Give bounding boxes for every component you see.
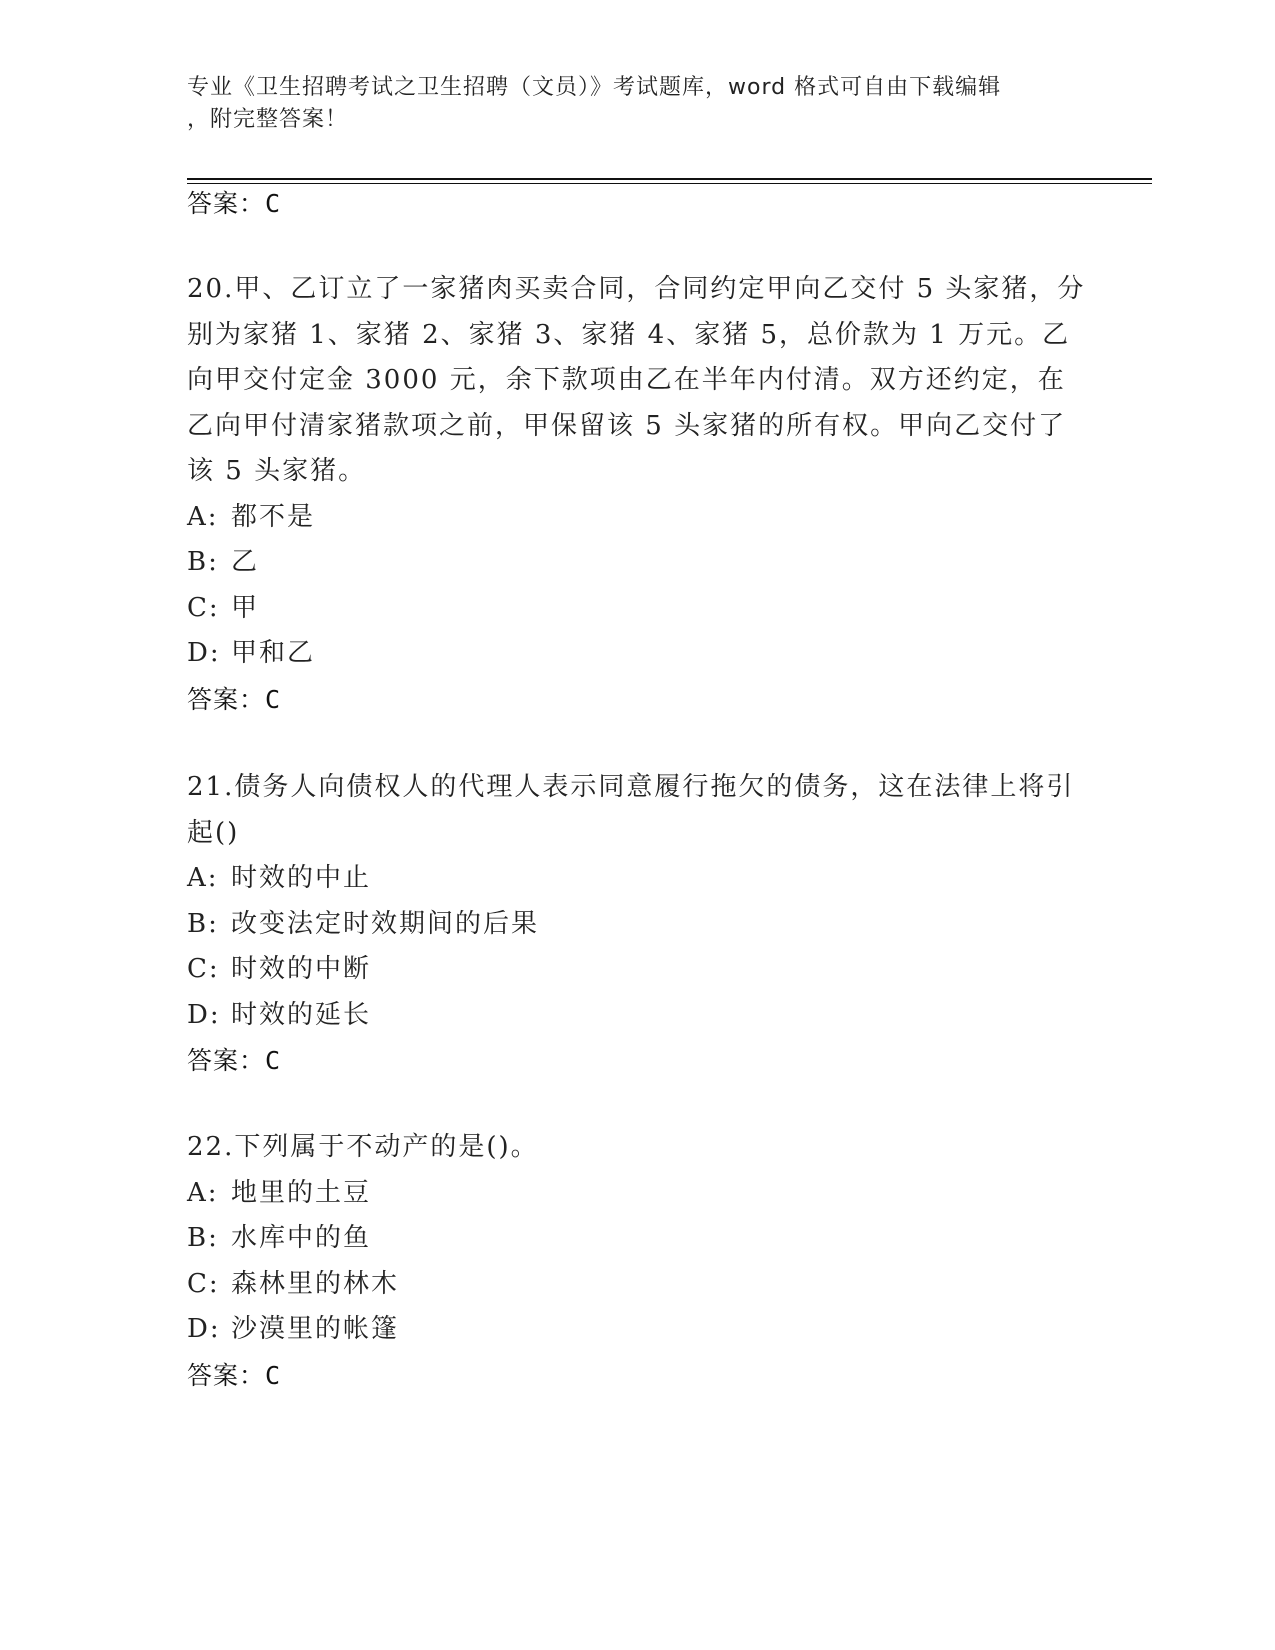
option-letter: D: [187,1314,221,1344]
option-b [187,902,1087,948]
option-b [187,1216,1087,1262]
option-d [187,1307,1087,1353]
option-letter: A: [187,863,219,893]
header-line-1: 专业《卫生招聘考试之卫生招聘（文员）》考试题库，word 格式可自由下载编辑 [187,75,1002,100]
option-text: 时效的中止 [231,863,372,893]
answer-value: C [265,1046,282,1075]
option-d [187,631,1087,677]
option-a [187,495,1087,541]
answer-value: C [265,1360,282,1390]
question-answer [187,1038,1087,1084]
option-letter: D: [187,638,221,668]
answer-label: 答案： [187,684,266,714]
option-letter: B: [187,547,219,577]
option-letter: B: [187,1223,219,1253]
option-d [187,993,1087,1039]
option-letter: C: [187,954,220,984]
option-letter: C: [187,592,220,623]
option-letter: D: [187,999,221,1030]
option-text: 时效的中断 [231,954,372,984]
header-rule-thin [187,183,1152,184]
option-c [187,586,1087,632]
question-21 [187,765,1087,1084]
question-text: 20.甲、乙订立了一家猪肉买卖合同，合同约定甲向乙交付 5 头家猪，分别为家猪 1、家猪 2、家猪 3、家猪 4、家猪 5，总价款为 1 万元。乙向甲交付定金 3000 元，余下款项由乙在半年内付清。双方还约定，在乙向甲付清家猪款项之前，甲保留该 5 头家猪的所有权。甲向乙交付了该 5 头家猪。 [187,274,1086,486]
option-letter: A: [187,501,219,532]
question-text: 21.债务人向债权人的代理人表示同意履行拖欠的债务，这在法律上将引起() [187,772,1075,848]
option-text: 乙 [231,547,260,577]
option-letter: B: [187,908,219,939]
header-rule-thick [187,178,1152,180]
option-text: 水库中的鱼 [231,1223,372,1253]
answer-label: 答案： [187,1360,266,1390]
option-a [187,1171,1087,1217]
option-text: 时效的延长 [231,999,372,1030]
option-a [187,856,1087,902]
option-text: 改变法定时效期间的后果 [231,908,540,939]
option-text: 沙漠里的帐篷 [231,1314,400,1344]
question-text: 22.下列属于不动产的是()。 [187,1132,539,1162]
carryover-answer [187,186,281,222]
answer-value: C [265,684,282,714]
page-header [187,72,1077,136]
option-text: 都不是 [231,501,316,532]
question-answer [187,677,1087,723]
question-20 [187,267,1087,722]
question-22 [187,1125,1087,1398]
option-letter: A: [187,1177,219,1208]
answer-label: 答案： [187,189,266,218]
option-b [187,540,1087,586]
option-text: 甲 [231,592,260,623]
option-text: 地里的土豆 [231,1177,372,1208]
answer-value: C [265,189,282,218]
question-answer [187,1353,1087,1399]
answer-label: 答案： [187,1046,266,1075]
option-text: 甲和乙 [231,638,316,668]
option-letter: C: [187,1268,220,1299]
option-c [187,1262,1087,1308]
header-line-2: ，附完整答案！ [187,107,349,132]
option-c [187,947,1087,993]
option-text: 森林里的林木 [231,1268,400,1299]
